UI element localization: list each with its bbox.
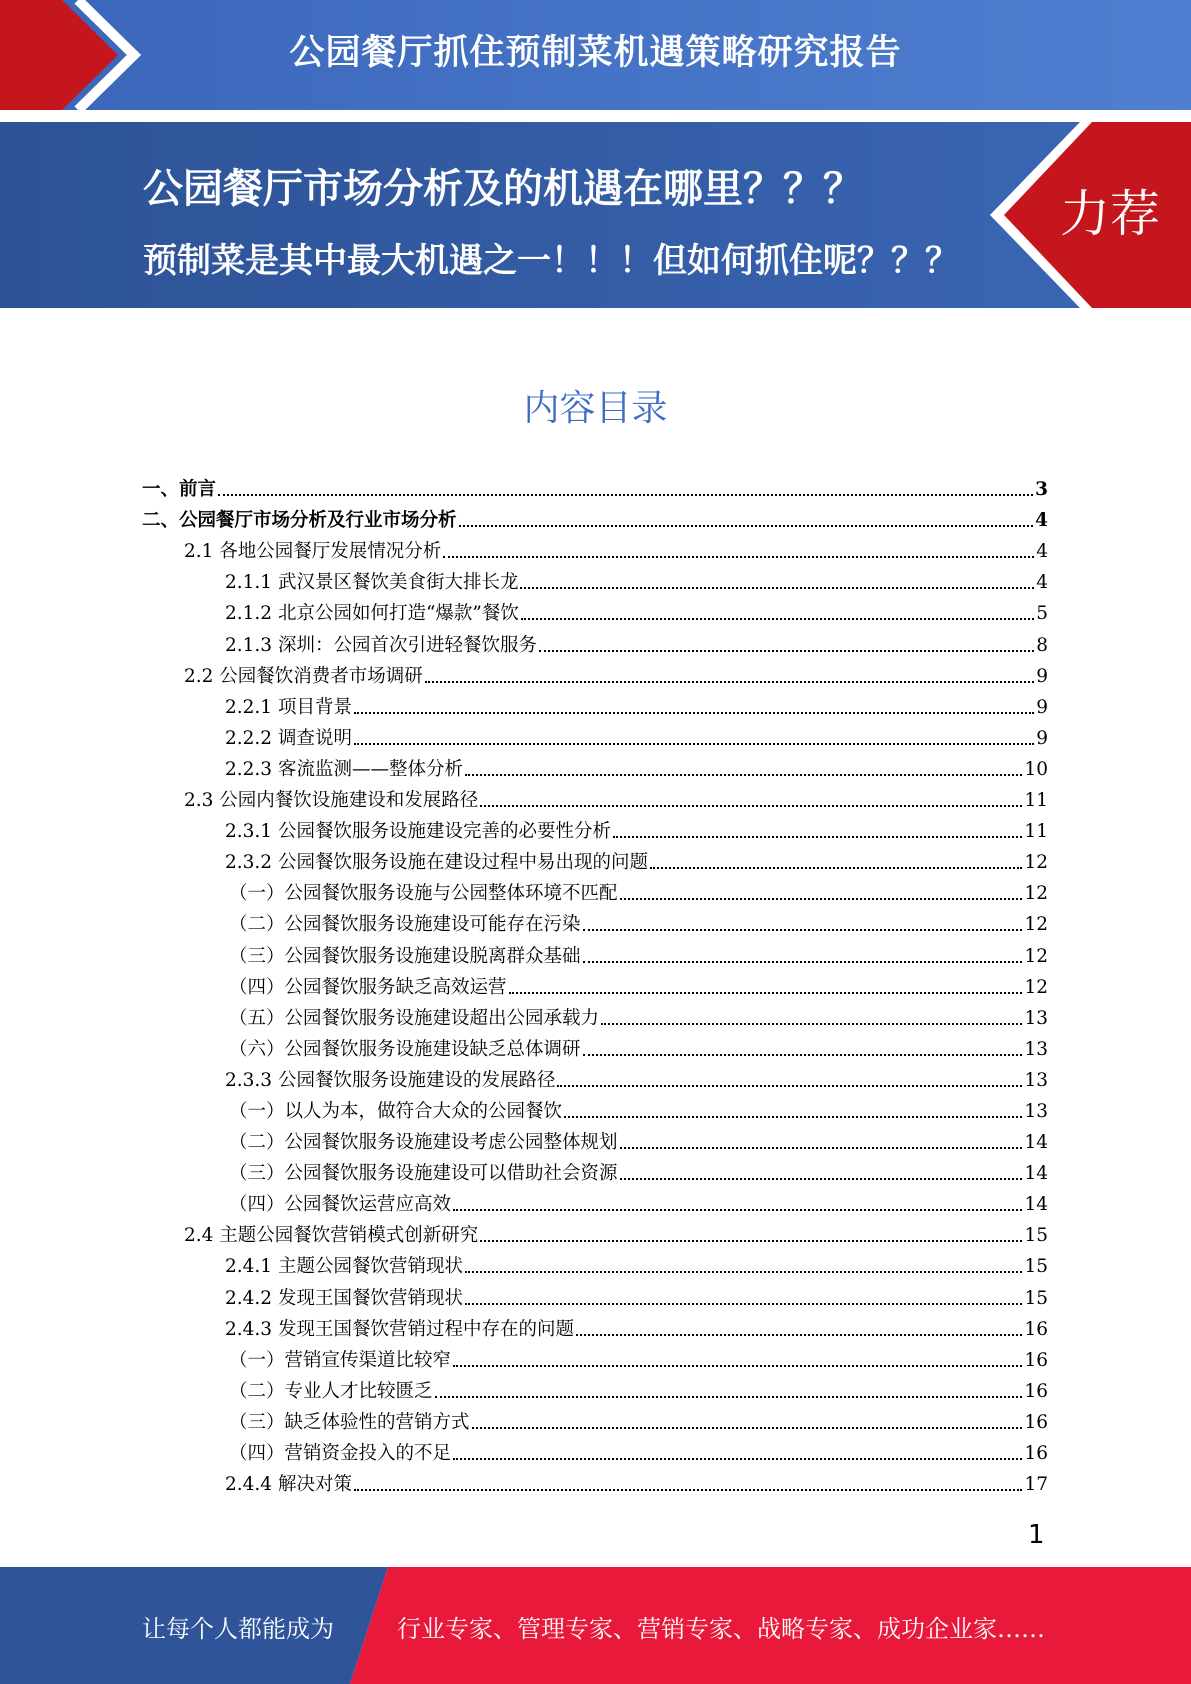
toc-entry[interactable]: （二）专业人才比较匮乏 16	[229, 1380, 1048, 1402]
footer-slogan-right: 行业专家、管理专家、营销专家、战略专家、成功企业家……	[397, 1615, 1045, 1643]
report-title: 公园餐厅抓住预制菜机遇策略研究报告	[289, 33, 902, 73]
toc-entry[interactable]: 2.2.2 调查说明 9	[225, 727, 1048, 749]
toc-entry[interactable]: 二、公园餐厅市场分析及行业市场分析 4	[142, 510, 1048, 532]
toc-entry[interactable]: 2.3.1 公园餐饮服务设施建设完善的必要性分析 11	[225, 821, 1048, 843]
toc-entry[interactable]: 2.1 各地公园餐厅发展情况分析 4	[184, 541, 1048, 563]
toc-title: 内容目录	[523, 388, 668, 429]
footer-banner	[0, 1567, 1191, 1684]
toc-entry[interactable]: 2.4 主题公园餐饮营销模式创新研究 15	[184, 1225, 1048, 1247]
hero-banner	[0, 122, 1191, 308]
toc-entry[interactable]: 2.4.3 发现王国餐饮营销过程中存在的问题 16	[225, 1318, 1048, 1340]
toc-entry[interactable]: （四）营销资金投入的不足 16	[229, 1443, 1048, 1464]
footer-slogan-left: 让每个人都能成为	[142, 1615, 334, 1643]
toc-entry[interactable]: （四）公园餐饮服务缺乏高效运营 12	[229, 976, 1048, 998]
table-of-contents	[142, 470, 1048, 1496]
toc-entry[interactable]: 2.1.3 深圳：公园首次引进轻餐饮服务 8	[225, 634, 1048, 656]
toc-entry[interactable]: 2.3 公园内餐饮设施建设和发展路径 11	[184, 790, 1048, 812]
toc-entry[interactable]: 2.2 公园餐饮消费者市场调研 9	[184, 665, 1048, 687]
toc-entry[interactable]: （三）公园餐饮服务设施建设脱离群众基础 12	[229, 945, 1048, 967]
toc-entry[interactable]: 2.4.1 主题公园餐饮营销现状 15	[225, 1256, 1048, 1278]
banner-divider	[0, 110, 1191, 122]
toc-entry[interactable]: （一）营销宣传渠道比较窄 16	[229, 1349, 1048, 1371]
toc-entry[interactable]: 2.3.2 公园餐饮服务设施在建设过程中易出现的问题 12	[225, 852, 1048, 874]
toc-entry[interactable]: （二）公园餐饮服务设施建设考虑公园整体规划 14	[229, 1132, 1048, 1154]
toc-entry[interactable]: （一）以人为本，做符合大众的公园餐饮 13	[229, 1100, 1048, 1122]
toc-entry[interactable]: 2.3.3 公园餐饮服务设施建设的发展路径 13	[225, 1069, 1048, 1091]
toc-entry[interactable]: 2.1.2 北京公园如何打造“爆款”餐饮 5	[225, 603, 1048, 625]
toc-entry[interactable]: （五）公园餐饮服务设施建设超出公园承载力 13	[229, 1007, 1048, 1029]
toc-entry[interactable]: （三）缺乏体验性的营销方式 16	[229, 1411, 1048, 1433]
top-banner	[0, 0, 1191, 110]
recommend-badge: 力荐	[1060, 185, 1160, 243]
toc-entry[interactable]: （一）公园餐饮服务设施与公园整体环境不匹配 12	[229, 883, 1048, 905]
toc-entry[interactable]: （六）公园餐饮服务设施建设缺乏总体调研 13	[229, 1038, 1048, 1060]
hero-subheadline: 预制菜是其中最大机遇之一！！！但如何抓住呢？？？	[143, 241, 959, 281]
hero-headline: 公园餐厅市场分析及的机遇在哪里？？？	[143, 166, 863, 212]
toc-entry[interactable]: 2.4.2 发现王国餐饮营销现状 15	[225, 1287, 1048, 1309]
toc-entry[interactable]: 2.2.3 客流监测——整体分析 10	[225, 758, 1048, 780]
toc-entry[interactable]: （三）公园餐饮服务设施建设可以借助社会资源 14	[229, 1163, 1048, 1185]
toc-entry[interactable]: 2.1.1 武汉景区餐饮美食街大排长龙 4	[225, 572, 1048, 594]
toc-entry[interactable]: 2.4.4 解决对策 17	[225, 1474, 1048, 1496]
toc-entry[interactable]: （四）公园餐饮运营应高效 14	[229, 1194, 1048, 1216]
toc-entry[interactable]: 2.2.1 项目背景 9	[225, 696, 1048, 718]
toc-entry[interactable]: 一、前言 3	[142, 479, 1048, 501]
page-number: 1	[1028, 1520, 1045, 1550]
toc-entry[interactable]: （二）公园餐饮服务设施建设可能存在污染 12	[229, 914, 1048, 936]
